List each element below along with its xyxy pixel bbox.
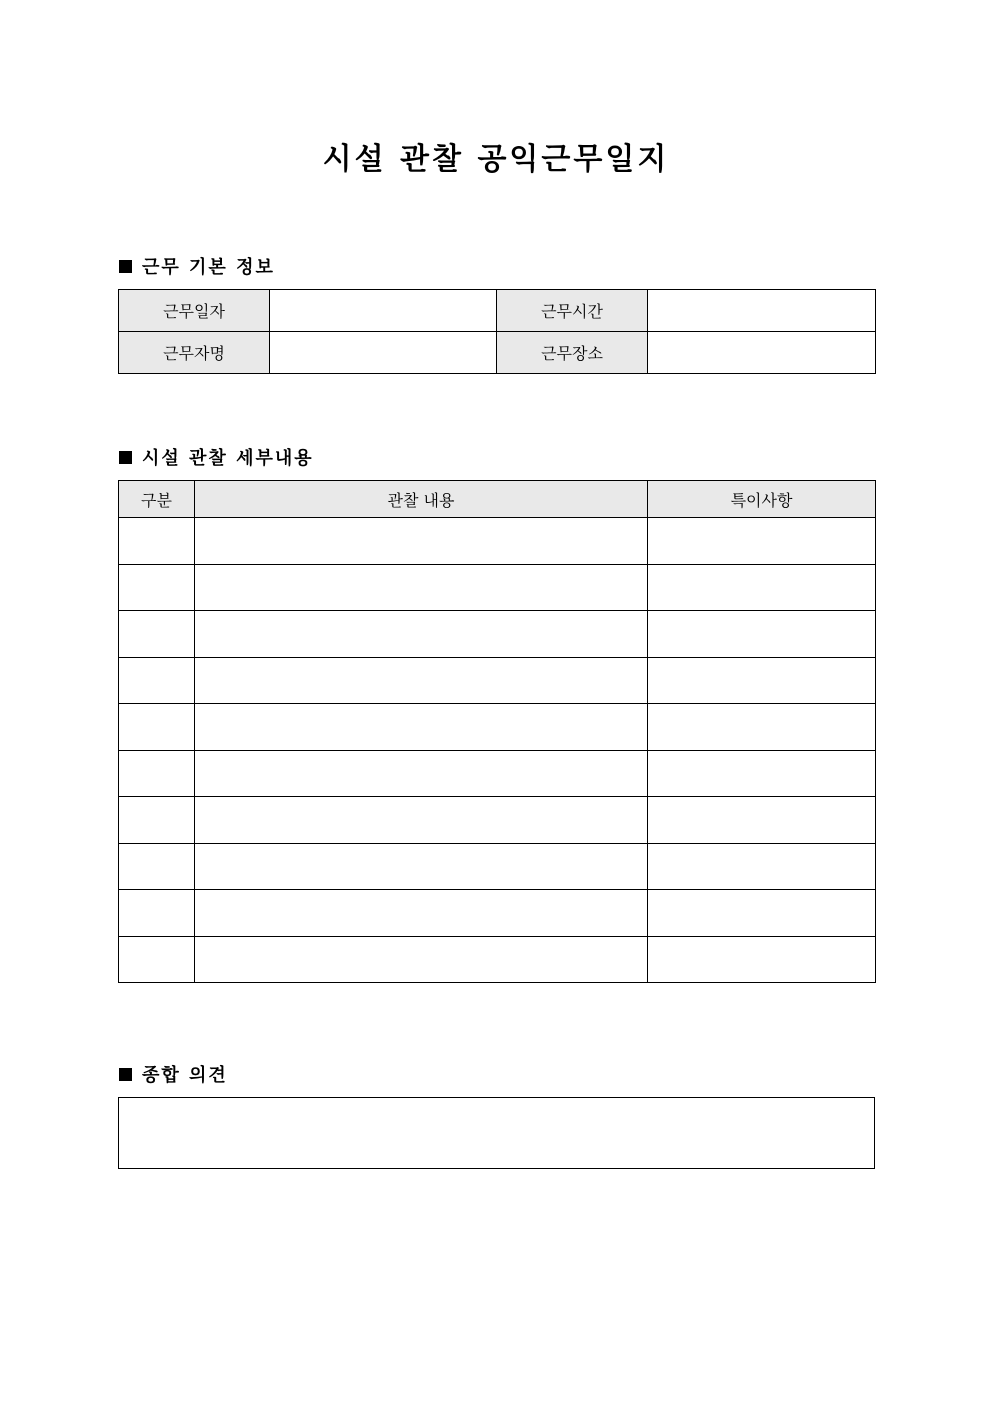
cell-remarks[interactable] (648, 611, 876, 658)
cell-category[interactable] (119, 750, 195, 797)
field-value-work-place[interactable] (648, 332, 876, 374)
column-header-remarks: 특이사항 (648, 481, 876, 518)
cell-observation[interactable] (195, 518, 648, 565)
cell-category[interactable] (119, 657, 195, 704)
cell-category[interactable] (119, 936, 195, 983)
cell-category[interactable] (119, 518, 195, 565)
cell-category[interactable] (119, 843, 195, 890)
cell-remarks[interactable] (648, 704, 876, 751)
table-row (119, 936, 876, 983)
cell-observation[interactable] (195, 797, 648, 844)
table-row (119, 750, 876, 797)
cell-category[interactable] (119, 611, 195, 658)
table-row (119, 890, 876, 937)
column-header-observation: 관찰 내용 (195, 481, 648, 518)
cell-observation[interactable] (195, 657, 648, 704)
section-heading-label: 종합 의견 (142, 1065, 228, 1086)
field-label-work-date: 근무일자 (119, 290, 270, 332)
observation-details-table (118, 480, 876, 983)
cell-observation[interactable] (195, 936, 648, 983)
table-header-row (119, 481, 876, 518)
cell-remarks[interactable] (648, 936, 876, 983)
table-row (119, 518, 876, 565)
cell-category[interactable] (119, 564, 195, 611)
table-row (119, 843, 876, 890)
cell-category[interactable] (119, 890, 195, 937)
cell-observation[interactable] (195, 611, 648, 658)
cell-remarks[interactable] (648, 657, 876, 704)
basic-info-table (118, 289, 876, 374)
cell-remarks[interactable] (648, 518, 876, 565)
field-label-work-time: 근무시간 (497, 290, 648, 332)
table-row (119, 704, 876, 751)
black-square-icon (119, 451, 132, 464)
field-value-worker-name[interactable] (270, 332, 497, 374)
document-title: 시설 관찰 공익근무일지 (322, 142, 670, 177)
cell-category[interactable] (119, 797, 195, 844)
table-row (119, 564, 876, 611)
cell-observation[interactable] (195, 890, 648, 937)
black-square-icon (119, 1068, 132, 1081)
table-row (119, 797, 876, 844)
cell-observation[interactable] (195, 704, 648, 751)
field-value-work-date[interactable] (270, 290, 497, 332)
cell-observation[interactable] (195, 564, 648, 611)
table-row (119, 657, 876, 704)
cell-remarks[interactable] (648, 564, 876, 611)
section-heading-details (119, 444, 314, 470)
overall-opinion-box[interactable] (118, 1097, 875, 1169)
column-header-category: 구분 (119, 481, 195, 518)
cell-remarks[interactable] (648, 750, 876, 797)
cell-observation[interactable] (195, 750, 648, 797)
section-heading-label: 시설 관찰 세부내용 (142, 448, 314, 469)
black-square-icon (119, 260, 132, 273)
field-label-worker-name: 근무자명 (119, 332, 270, 374)
cell-remarks[interactable] (648, 890, 876, 937)
table-row (119, 611, 876, 658)
table-row (119, 290, 876, 332)
section-heading-label: 근무 기본 정보 (142, 257, 275, 278)
cell-observation[interactable] (195, 843, 648, 890)
field-label-work-place: 근무장소 (497, 332, 648, 374)
section-heading-opinion (119, 1061, 228, 1087)
field-value-work-time[interactable] (648, 290, 876, 332)
section-heading-basic-info (119, 253, 275, 279)
table-row (119, 332, 876, 374)
cell-remarks[interactable] (648, 797, 876, 844)
cell-category[interactable] (119, 704, 195, 751)
cell-remarks[interactable] (648, 843, 876, 890)
